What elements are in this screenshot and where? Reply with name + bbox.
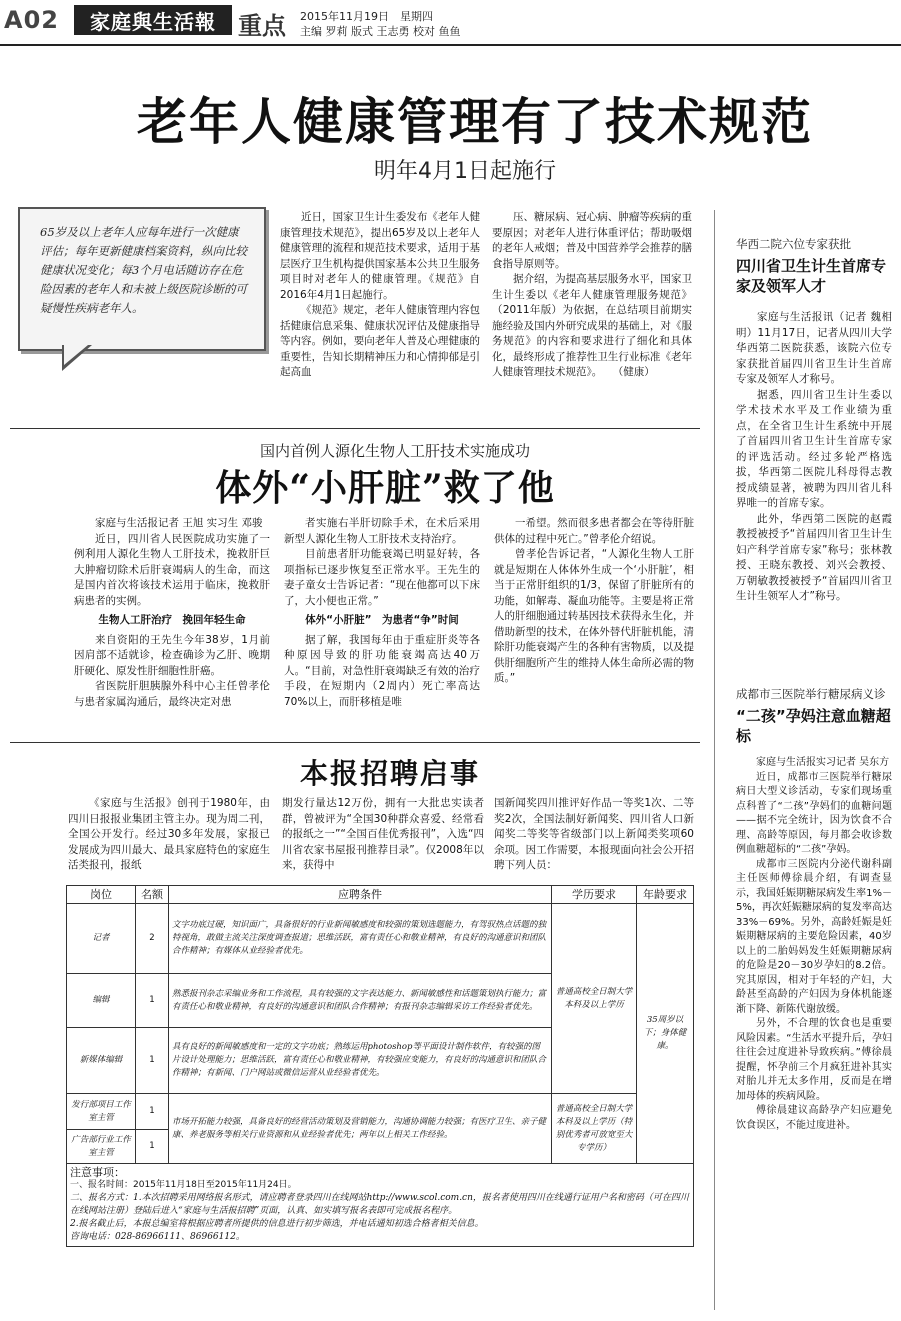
byline: 家庭与生活报记者 王旭 实习生 邓骏 [95, 517, 263, 529]
sidebar-byline: 家庭与生活报实习记者 吴东方 [756, 757, 890, 768]
liver-paragraph: 近日，四川省人民医院成功实施了一例利用人源化生物人工肝技术，挽救肝巨大肿瘤切除术后肝衰竭病人的生命，而这是国内首次将该技术运用于临床，挽救肝病患者的实例。 [74, 532, 270, 607]
sidebar-supertitle: 成都市三医院举行糖尿病义诊 [736, 687, 886, 701]
sidebar-paragraph: 据悉，四川省卫生计生委以学术技术水平及工作业绩为重点，在全省卫生计生系统中开展了首届四川省卫生计生首席专家的评选活动。经过多轮严格选拔，华西第二医院儿科母得志教授成绩显著，被聘为四川省儿科界唯一的首席专家。 [736, 388, 892, 509]
sidebar-body [736, 756, 892, 1133]
lead-headline: 老年人健康管理有了技术规范 [137, 92, 813, 151]
sidebar-paragraph: 此外，华西第二医院的赵霞教授被授予“首届四川省卫生计生妇产科学首席专家”称号；张林教授、王晓东教授、刘兴会教授、万朝敏教授被授予“首届四川省卫生计生领军人才”称号。 [736, 512, 892, 602]
sidebar-divider [714, 210, 715, 1310]
callout-tail-inner [64, 345, 88, 365]
sidebar-paragraph: 另外，不合理的饮食也是重要风险因素。“生活水平提升后，孕妇往往会过度进补导致疾病。”傅徐晨提醒，怀孕前三个月疯狂进补其实对胎儿并无太多作用，反而是在增加母体的疾病风险。 [736, 1018, 892, 1102]
lead-paragraph: 近日，国家卫生计生委发布《老年人健康管理技术规范》，提出65岁及以上老年人健康管理的流程和规范技术要求，适用于基层医疗卫生机构提供国家基本公共卫生服务项目时对老年人的健康管理。《规范》自2016年4月1日起施行。 [280, 211, 480, 301]
recruitment-column-3 [494, 796, 694, 874]
cell-education: 普通高校全日制大学本科及以上学历 [552, 904, 637, 1094]
liver-column-2 [284, 516, 480, 710]
cell-conditions: 具有良好的新闻敏感度和一定的文字功底；熟练运用photoshop等平面设计制作软件，有较强的图片设计处理能力；思维活跃，富有责任心和敬业精神，有较强应变能力，有良好的沟通意识和团队合作精神；有新闻、门户网站或微信运营从业经验者优先。 [169, 1028, 552, 1094]
note-item: 咨询电话：028-86966111、86966112。 [70, 1232, 245, 1242]
liver-column-1 [74, 516, 270, 710]
liver-paragraph: 曾孝伦告诉记者，“人源化生物人工肝就是短期在人体体外生成一个‘小肝脏’，相当于正常肝组织的1/3，保留了肝脏所有的功能，如解毒、凝血功能等。主要是将正常人的肝细胞通过转基因技术获得永生化，并借助新型的技术，在体外替代肝脏机能，清除肝功能衰竭产生的各种有害物质，以及提供肝细胞所产生的维持人体生命所必需的物质。” [494, 548, 694, 684]
section-divider [10, 428, 700, 429]
notes-cell [67, 1164, 694, 1247]
recruitment-table-wrap [66, 885, 694, 1247]
cell-count: 1 [136, 1094, 169, 1130]
liver-paragraph: 据了解，我国每年由于重症肝炎等各种原因导致的肝功能衰竭高达40万人。“目前，对急性肝衰竭缺乏有效的治疗手段，在短期内（2周内）死亡率高达70%以上，而肝移植是唯 [284, 633, 480, 708]
callout-text: 65岁及以上老年人应每年进行一次健康评估；每年更新健康档案资料，纵向比较健康状况变化；每3个月电话随访存在危险因素的老年人和未被上级医院诊断的可疑慢性疾病老年人。 [40, 225, 247, 315]
sidebar-body [736, 310, 892, 605]
recruitment-paragraph: 国新闻奖四川推评好作品一等奖1次、二等奖2次，全国法制好新闻奖、四川省人口新闻奖二等奖等省级部门以上新闻类奖项60余项。因工作需要，本报现面向社会公开招聘下列人员： [494, 797, 694, 871]
liver-paragraph: 目前患者肝功能衰竭已明显好转，各项指标已逐步恢复至正常水平。王先生的妻子童女士告诉记者：“现在他都可以下床了，大小便也正常。” [284, 548, 480, 607]
liver-subhead: 体外“小肝脏” 为患者“争”时间 [305, 614, 459, 626]
note-item: 一、报名时间：2015年11月18日至2015年11月24日。 [70, 1180, 297, 1190]
header-age: 年龄要求 [637, 886, 694, 904]
sidebar-headline: 四川省卫生计生首席专家及领军人才 [736, 257, 887, 295]
notes-row [67, 1164, 694, 1247]
liver-paragraph: 来自资阳的王先生今年38岁，1月前因肩部不适就诊，检查确诊为乙肝、晚期肝硬化、原发性肝细胞性肝癌。 [74, 633, 270, 677]
notes-title: 注意事项： [70, 1166, 125, 1179]
table-row [67, 1094, 694, 1130]
lead-column-2 [492, 210, 692, 381]
cell-position: 新媒体编辑 [67, 1028, 136, 1094]
newspaper-logo: 家庭與生活報 [74, 5, 232, 35]
masthead-meta [300, 9, 460, 39]
cell-position: 记者 [67, 904, 136, 974]
recruitment-headline: 本报招聘启事 [299, 757, 480, 790]
sidebar-supertitle: 华西二院六位专家获批 [736, 237, 851, 251]
sidebar-paragraph: 近日，成都市三医院举行糖尿病日大型义诊活动，专家们现场重点科普了“二孩”孕妈们的血糖问题——据不完全统计，因为饮食不合理、高龄等原因，每月都会收诊数例血糖超标的“二孩”孕妈。 [736, 771, 892, 855]
recruitment-paragraph: 《家庭与生活报》创刊于1980年，由四川日报报业集团主管主办。现为周二刊，全国公开发行。经过30多年发展，家报已发展成为四川最大、最具家庭特色的家庭生活类报刊，报纸 [68, 797, 270, 871]
sidebar-paragraph: 傅徐晨建议高龄孕产妇应避免饮食误区，不能过度进补。 [736, 1105, 892, 1131]
note-item: 二、报名方式：1.本次招聘采用网络报名形式，请应聘者登录四川在线网站http://www.scol.com.cn，报名者使用四川在线通行证用户名和密码（可在四川在线网站注册）登陆后进入“家庭与生活报招聘”页面，认真、如实填写报名表即可完成报名程序。 [70, 1193, 689, 1216]
liver-paragraph: 省医院肝胆胰腺外科中心主任曾孝伦与患者家属沟通后，最终决定对患 [74, 680, 270, 708]
lead-paragraph: 《规范》规定，老年人健康管理内容包括健康信息采集、健康状况评估及健康指导等内容。例如，要向老年人普及心理健康的重要性，告知长期精神压力和心情抑郁是引起高血 [280, 304, 480, 378]
sidebar-paragraph: 成都市三医院内分泌代谢科副主任医师傅徐晨介绍，有调查显示，我国妊娠期糖尿病发生率1%－5%，再次妊娠糖尿病的复发率高达33%－69%。另外，高龄妊娠是妊娠期糖尿病的主要危险因素，40岁以上的二胎妈妈发生妊娠期糖尿病的危险是20－30岁孕妇的8.2倍。究其原因，相对于年轻的产妇，大龄甚至高龄的产妇因为身体机能逐渐下降、新陈代谢放缓。 [736, 858, 892, 1015]
lead-paragraph: 据介绍，为提高基层服务水平，国家卫生计生委以《老年人健康管理服务规范》（2011年版）为依据，在总结项目前期实施经验及国内外研究成果的基础上，对《服务规范》的内容和要求进行了细化和具体化，最终形成了推荐性卫生行业标准《老年人健康管理技术规范》。 （健康） [492, 273, 692, 378]
editors-line: 主编 罗莉 版式 王志勇 校对 鱼鱼 [300, 25, 461, 38]
table-row [67, 904, 694, 974]
header-conditions: 应聘条件 [169, 886, 552, 904]
cell-position: 编辑 [67, 974, 136, 1028]
liver-paragraph: 者实施右半肝切除手术，在术后采用新型人源化生物人工肝技术支持治疗。 [284, 517, 480, 545]
header-education: 学历要求 [552, 886, 637, 904]
lead-paragraph: 压、糖尿病、冠心病、肿瘤等疾病的重要原因；对老年人进行体重评估；帮助吸烟的老年人戒烟；普及中国营养学会推荐的膳食指导原则等。 [492, 211, 692, 270]
cell-conditions: 市场开拓能力较强，具备良好的经营活动策划及营销能力，沟通协调能力较强；有医疗卫生、亲子健康、养老服务等相关行业资源和从业经验者优先；两年以上相关工作经验。 [169, 1094, 552, 1164]
lead-subheadline: 明年4月1日起施行 [374, 159, 556, 184]
cell-count: 1 [136, 974, 169, 1028]
cell-conditions: 熟悉报刊杂志采编业务和工作流程，具有较强的文字表达能力、新闻敏感性和话题策划执行能力；富有责任心和敬业精神，有良好的沟通意识和团队合作精神；有报刊杂志编辑采访工作经验者优先。 [169, 974, 552, 1028]
sidebar-story-2 [736, 686, 896, 1133]
section-name: 重点 [238, 12, 286, 40]
recruitment-column-1 [68, 796, 270, 874]
cell-count: 1 [136, 1130, 169, 1164]
sidebar-paragraph: 家庭与生活报讯（记者 魏相明）11月17日，记者从四川大学华西第二医院获悉，该院六位专家获批首届四川省卫生计生首席专家及领军人才称号。 [736, 311, 892, 385]
note-item: 2.报名截止后，本报总编室将根据应聘者所提供的信息进行初步筛选，并电话通知初选合格者相关信息。 [70, 1219, 484, 1229]
liver-column-3 [494, 516, 694, 687]
cell-count: 1 [136, 1028, 169, 1094]
header-position: 岗位 [67, 886, 136, 904]
sidebar-headline: “二孩”孕妈注意血糖超标 [736, 707, 891, 745]
cell-education: 普通高校全日制大学本科及以上学历（特别优秀者可放宽至大专学历） [552, 1094, 637, 1164]
recruitment-column-2 [282, 796, 484, 874]
recruitment-table [66, 885, 694, 1247]
sidebar-story-1 [736, 236, 896, 605]
cell-position: 发行部项目工作室主管 [67, 1094, 136, 1130]
liver-paragraph: 一希望。然而很多患者都会在等待肝脏供体的过程中死亡。”曾孝伦介绍说。 [494, 517, 694, 545]
top-rule [0, 44, 901, 46]
liver-supertitle: 国内首例人源化生物人工肝技术实施成功 [259, 442, 530, 460]
recruitment-paragraph: 期发行量达12万份，拥有一大批忠实读者群，曾被评为“全国30种群众喜爱、经常看的报纸之一”“全国百佳优秀报刊”，入选“四川省农家书屋报刊推荐目录”。仅2008年以来，获得中 [282, 797, 484, 871]
cell-count: 2 [136, 904, 169, 974]
cell-conditions: 文字功底过硬，知识面广，具备很好的行业新闻敏感度和较强的策划选题能力，有驾驭热点话题的独特视角，敢做主流关注深度调查报道；思维活跃，富有责任心和敬业精神，有良好的沟通意识和团队合作精神；有媒体从业经验者优先。 [169, 904, 552, 974]
cell-position: 广告部行业工作室主管 [67, 1130, 136, 1164]
cell-age: 35周岁以下；身体健康。 [637, 904, 694, 1164]
header-count: 名额 [136, 886, 169, 904]
section-divider [10, 742, 700, 743]
table-header-row [67, 886, 694, 904]
date-line: 2015年11月19日 星期四 [300, 10, 433, 23]
liver-headline: 体外“小肝脏”救了他 [215, 467, 555, 509]
liver-subhead: 生物人工肝治疗 挽回年轻生命 [98, 614, 246, 626]
lead-column-1 [280, 210, 480, 381]
callout-box [18, 207, 266, 351]
page-number: A02 [4, 6, 59, 34]
